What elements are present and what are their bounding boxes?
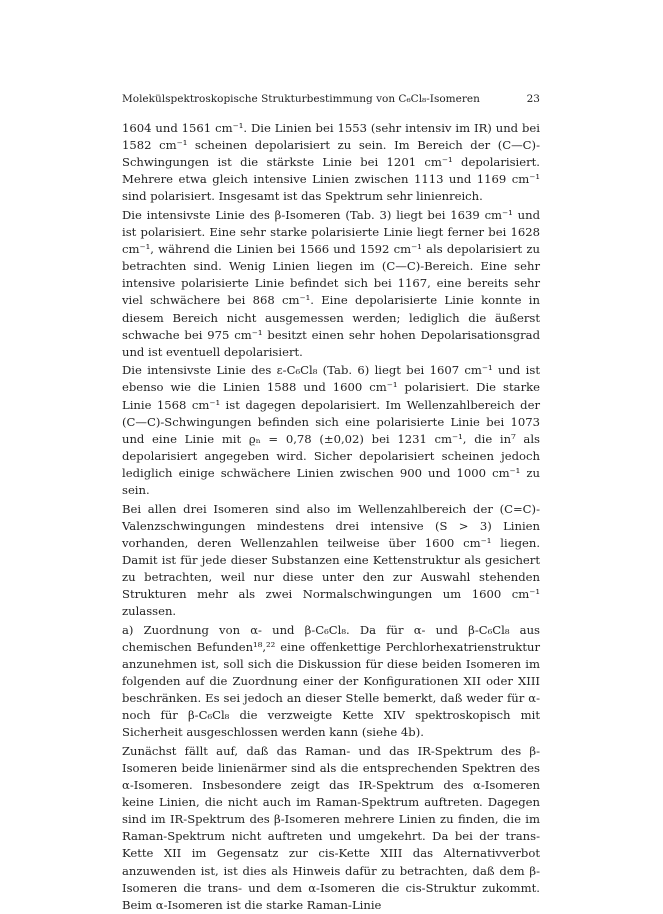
paragraph-3: Die intensivste Linie des ε-C₆Cl₈ (Tab. 6) liegt bei 1607 cm⁻¹ und ist ebenso wie die Linien 1588 und 1600 cm⁻¹ polarisiert. Die starke Linie 1568 cm⁻¹ ist dagegen depolarisiert. Im Wellenzahlbereich der (C—C)-Schwingungen befinden sich eine polarisierte Linie bei 1073 und eine Linie mit ϱₙ = 0,78 (±0,02) bei 1231 cm⁻¹, die in⁷ als depolarisiert angegeben wird. Sicher depolarisiert scheinen jedoch lediglich einige schwächere Linien zwischen 900 und 1000 cm⁻¹ zu sein.: [122, 363, 540, 497]
running-header: [122, 93, 540, 105]
paragraph-4: Bei allen drei Isomeren sind also im Wellenzahlbereich der (C=C)-Valenzschwingungen mindestens drei intensive (S > 3) Linien vorhanden, deren Wellenzahlen teilweise über 1600 cm⁻¹ liegen. Damit ist für jede dieser Substanzen eine Kettenstruktur als gesichert zu betrachten, weil nur diese unter den zur Auswahl stehenden Strukturen mehr als zwei Normalschwingungen um 1600 cm⁻¹ zulassen.: [122, 501, 540, 619]
page-body: [122, 120, 540, 914]
page-number: 23: [526, 93, 540, 105]
paragraph-2: Die intensivste Linie des β-Isomeren (Tab. 3) liegt bei 1639 cm⁻¹ und ist polarisiert. Eine sehr starke polarisierte Linie liegt ferner bei 1628 cm⁻¹, während die Linien bei 1566 und 1592 cm⁻¹ als depolarisiert zu betrachten sind. Wenig Linien liegen im (C—C)-Bereich. Eine sehr intensive polarisierte Linie befindet sich bei 1167, eine bereits sehr viel schwächere bei 868 cm⁻¹. Eine depolarisierte Linie konnte in diesem Bereich nicht ausgemessen werden; lediglich die äußerst schwache bei 975 cm⁻¹ besitzt einen sehr hohen Depolarisationsgrad und ist eventuell depolarisiert.: [122, 207, 540, 359]
running-title: Molekülspektroskopische Strukturbestimmung von C₆Cl₈-Isomeren: [122, 93, 480, 105]
paragraph-5: a) Zuordnung von α- und β-C₆Cl₈. Da für α- und β-C₆Cl₈ aus chemischen Befunden¹⁸,²² eine offenkettige Perchlorhexatrienstruktur anzunehmen ist, soll sich die Diskussion für diese beiden Isomeren im folgenden auf die Zuordnung einer der Konfigurationen XII oder XIII beschränken. Es sei jedoch an dieser Stelle bemerkt, daß weder für α- noch für β-C₆Cl₈ die verzweigte Kette XIV spektroskopisch mit Sicherheit ausgeschlossen werden kann (siehe 4b).: [122, 622, 540, 740]
paragraph-1: 1604 und 1561 cm⁻¹. Die Linien bei 1553 (sehr intensiv im IR) und bei 1582 cm⁻¹ scheinen depolarisiert zu sein. Im Bereich der (C—C)-Schwingungen ist die stärkste Linie bei 1201 cm⁻¹ depolarisiert. Mehrere etwa gleich intensive Linien zwischen 1113 und 1169 cm⁻¹ sind polarisiert. Insgesamt ist das Spektrum sehr linienreich.: [122, 121, 540, 204]
paragraph-6: Zunächst fällt auf, daß das Raman- und das IR-Spektrum des β-Isomeren beide linienärmer sind als die entsprechenden Spektren des α-Isomeren. Insbesondere zeigt das IR-Spektrum des α-Isomeren keine Linien, die nicht auch im Raman-Spektrum auftreten. Dagegen sind im IR-Spektrum des β-Isomeren mehrere Linien zu finden, die im Raman-Spektrum nicht auftreten und umgekehrt. Da bei der trans-Kette XII im Gegensatz zur cis-Kette XIII das Alternativverbot anzuwenden ist, ist dies als Hinweis dafür zu betrachten, daß dem β-Isomeren die trans- und dem α-Isomeren die cis-Struktur zukommt. Beim α-Isomeren ist die starke Raman-Linie: [122, 743, 540, 912]
